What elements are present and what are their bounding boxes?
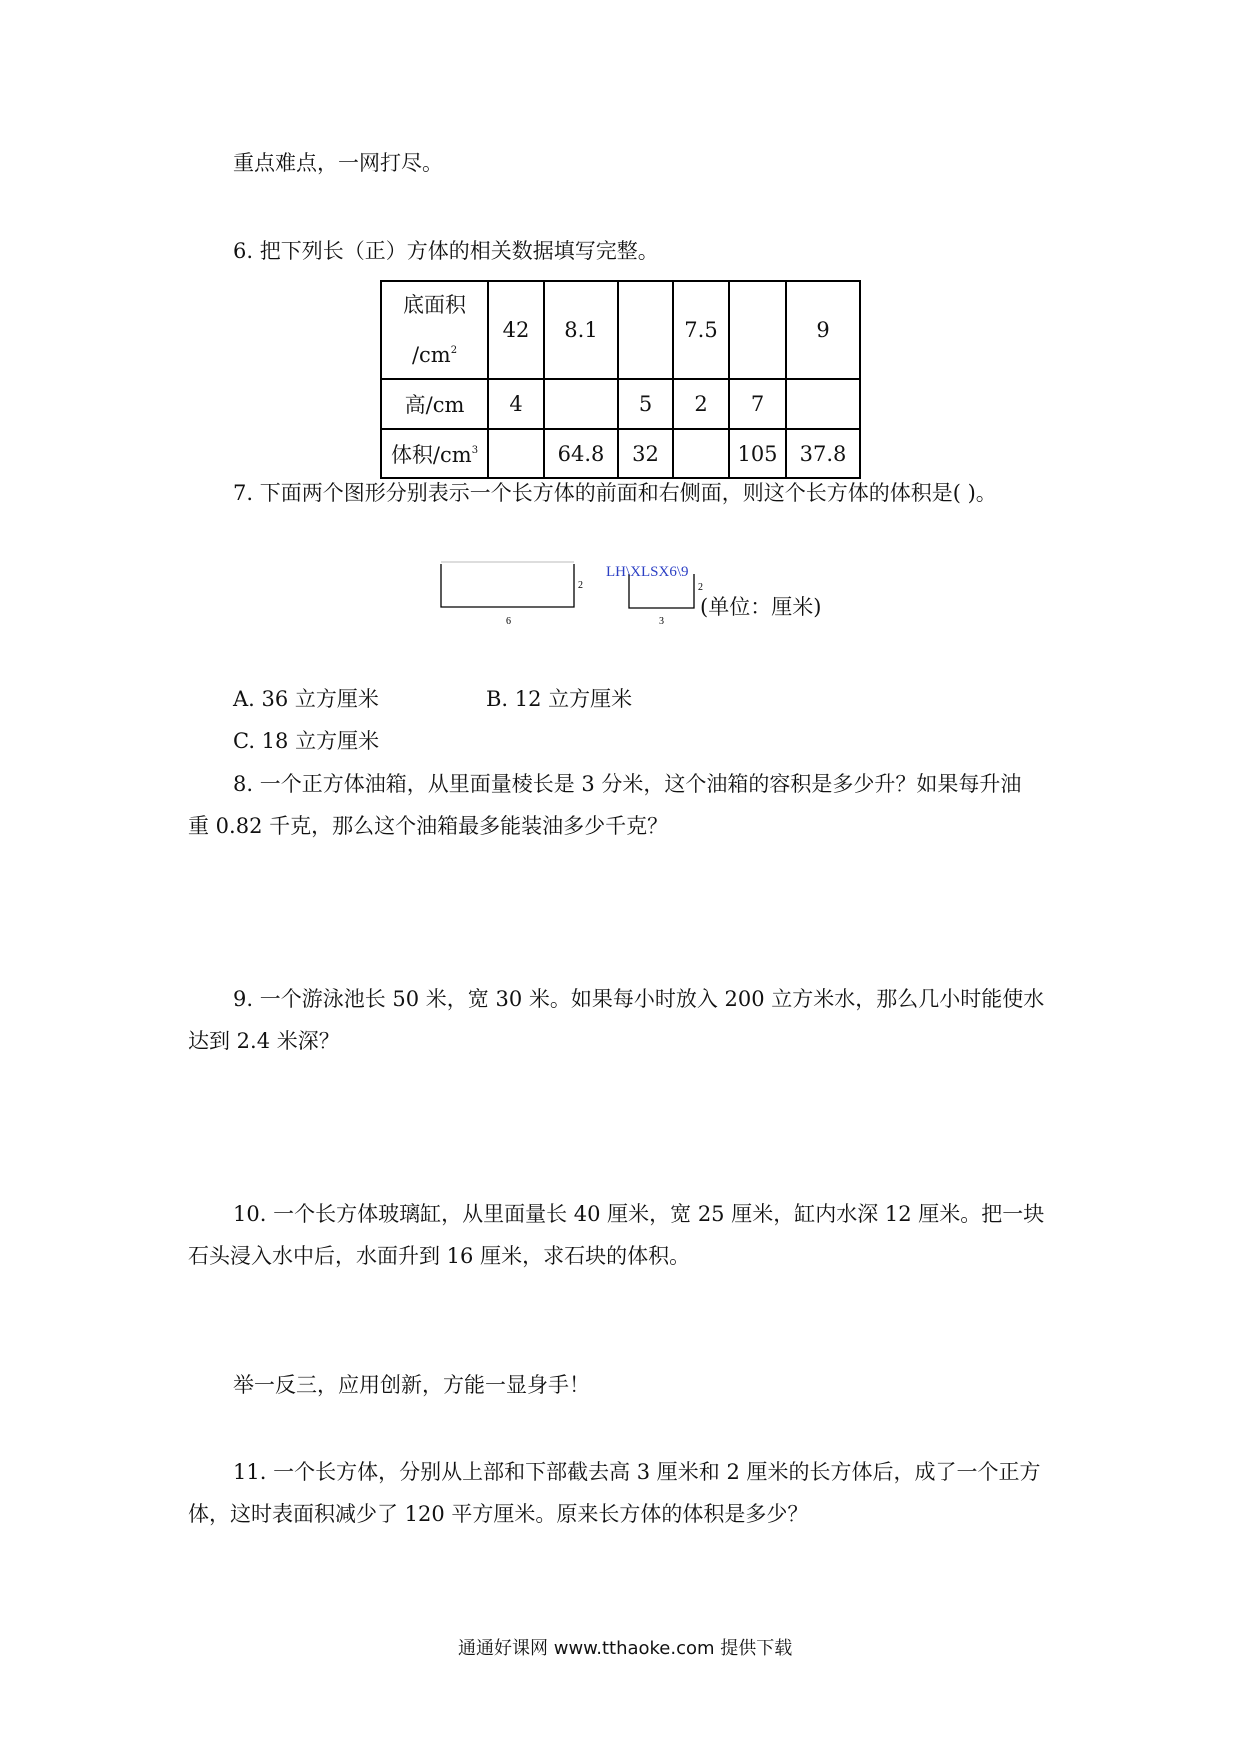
table-cell-blank[interactable] [618, 281, 673, 379]
section-apply-heading: 举一反三，应用创新，方能一显身手！ [233, 1373, 590, 1397]
row-label-volume [381, 429, 488, 478]
question-8-line2: 重 0.82 千克，那么这个油箱最多能装油多少千克？ [188, 814, 669, 838]
row-label-base-area [381, 281, 488, 379]
side-height-label: 2 [698, 582, 703, 593]
unit-note: (单位：厘米) [700, 595, 822, 619]
side-width-label: 3 [659, 616, 664, 627]
question-6-table [380, 280, 861, 479]
page-footer: 通通好课网 www.tthaoke.com 提供下载 [458, 1638, 793, 1659]
table-cell: 37.8 [786, 429, 860, 478]
base-area-label-line1: 底面积 [403, 293, 466, 317]
question-11-line2: 体，这时表面积减少了 120 平方厘米。原来长方体的体积是多少？ [188, 1502, 809, 1526]
table-row-volume [381, 429, 860, 478]
base-area-unit-sup: 2 [450, 345, 458, 356]
table-cell: 105 [729, 429, 786, 478]
question-11-line1: 11. 一个长方体，分别从上部和下部截去高 3 厘米和 2 厘米的长方体后，成了一个正方 [233, 1460, 1041, 1484]
table-cell: 9 [786, 281, 860, 379]
front-width-label: 6 [506, 616, 511, 627]
question-9-line2: 达到 2.4 米深？ [188, 1029, 340, 1053]
row-label-height: 高/cm [381, 379, 488, 429]
question-7-figure [440, 560, 900, 630]
option-a[interactable]: A. 36 立方厘米 [233, 687, 379, 711]
table-cell-blank[interactable] [488, 429, 544, 478]
table-cell: 2 [673, 379, 729, 429]
base-area-label-line2: /cm [411, 343, 451, 367]
volume-unit-sup: 3 [471, 444, 479, 456]
option-c[interactable]: C. 18 立方厘米 [233, 729, 380, 753]
table-row-base-area [381, 281, 860, 379]
question-7-text: 7. 下面两个图形分别表示一个长方体的前面和右侧面，则这个长方体的体积是( )。 [233, 481, 997, 505]
question-9-line1: 9. 一个游泳池长 50 米，宽 30 米。如果每小时放入 200 立方米水，那么几小时能使水 [233, 987, 1045, 1011]
table-cell: 64.8 [544, 429, 618, 478]
section-intro-heading: 重点难点，一网打尽。 [233, 151, 443, 175]
table-cell: 8.1 [544, 281, 618, 379]
table-cell: 5 [618, 379, 673, 429]
question-8-line1: 8. 一个正方体油箱，从里面量棱长是 3 分米，这个油箱的容积是多少升？如果每升油 [233, 772, 1022, 796]
table-cell: 7 [729, 379, 786, 429]
table-cell: 42 [488, 281, 544, 379]
front-face-rectangle [441, 562, 574, 607]
table-cell-blank[interactable] [786, 379, 860, 429]
table-cell: 4 [488, 379, 544, 429]
question-6-text: 6. 把下列长（正）方体的相关数据填写完整。 [233, 239, 659, 263]
volume-label-text: 体积/cm [390, 442, 472, 467]
table-cell-blank[interactable] [673, 429, 729, 478]
table-cell: 7.5 [673, 281, 729, 379]
question-10-line1: 10. 一个长方体玻璃缸，从里面量长 40 厘米，宽 25 厘米，缸内水深 12 厘米。把一块 [233, 1202, 1045, 1226]
front-height-label: 2 [578, 580, 583, 591]
option-b[interactable]: B. 12 立方厘米 [486, 687, 633, 711]
table-cell-blank[interactable] [729, 281, 786, 379]
question-10-line2: 石头浸入水中后，水面升到 16 厘米，求石块的体积。 [188, 1244, 691, 1268]
table-cell-blank[interactable] [544, 379, 618, 429]
overlay-code-text: LH\XLSX6\9 [606, 564, 689, 580]
table-cell: 32 [618, 429, 673, 478]
table-row-height [381, 379, 860, 429]
